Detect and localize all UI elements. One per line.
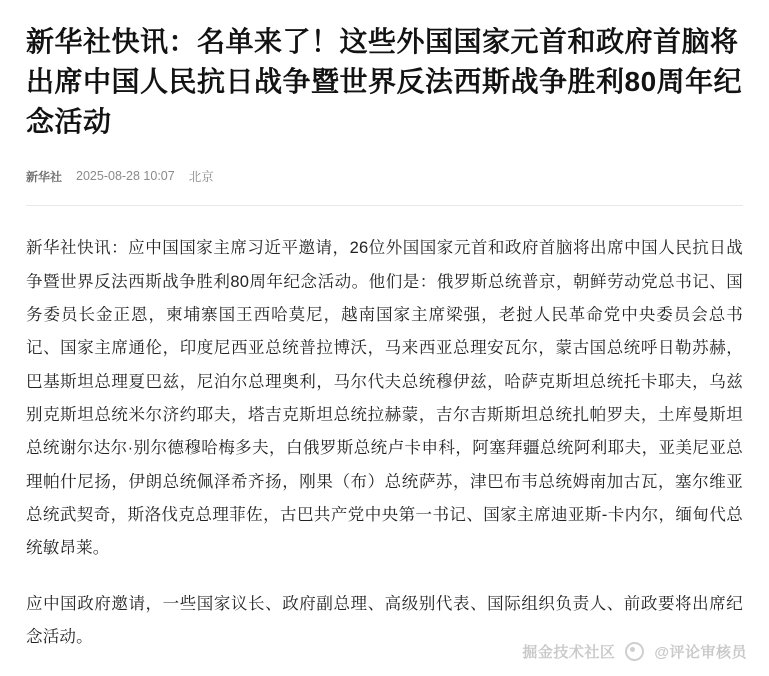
- watermark-account: @评论审核员: [654, 644, 747, 661]
- article-datetime: 2025-08-28 10:07: [76, 169, 175, 184]
- article-paragraph: 新华社快讯：应中国国家主席习近平邀请，26位外国国家元首和政府首脑将出席中国人民抗日战争暨世界反法西斯战争胜利80周年纪念活动。他们是：俄罗斯总统普京，朝鲜劳动党总书记、国务委员长金正恩，柬埔寨国王西哈莫尼，越南国家主席梁强，老挝人民革命党中央委员会总书记、国家主席通伦，印度尼西亚总统普拉博沃，马来西亚总理安瓦尔，蒙古国总统呼日勒苏赫，巴基斯坦总理夏巴兹，尼泊尔总理奥利，马尔代夫总统穆伊兹，哈萨克斯坦总统托卡耶夫，乌兹别克斯坦总统米尔济约耶夫，塔吉克斯坦总统拉赫蒙，吉尔吉斯斯坦总统扎帕罗夫，土库曼斯坦总统谢尔达尔·别尔德穆哈梅多夫，白俄罗斯总统卢卡申科，阿塞拜疆总统阿利耶夫，亚美尼亚总理帕什尼扬，伊朗总统佩泽希齐扬，刚果（布）总统萨苏，津巴布韦总统姆南加古瓦，塞尔维亚总统武契奇，斯洛伐克总理菲佐，古巴共产党中央第一书记、国家主席迪亚斯-卡内尔，缅甸代总统敏昂莱。: [26, 239, 743, 558]
- article-source: 新华社: [26, 169, 63, 184]
- page-title: 新华社快讯：名单来了！这些外国国家元首和政府首脑将出席中国人民抗日战争暨世界反法西斯战争胜利80周年纪念活动: [26, 26, 743, 137]
- watermark: [522, 641, 747, 662]
- watermark-site-label: 掘金技术社区: [522, 644, 616, 661]
- article-location: 北京: [188, 170, 214, 185]
- header-divider: [26, 205, 743, 206]
- watermark-site: [522, 641, 615, 662]
- article-meta: [26, 167, 743, 185]
- article-paragraph: 应中国政府邀请，一些国家议长、政府副总理、高级别代表、国际组织负责人、前政要将出席纪念活动。: [26, 594, 743, 646]
- user-avatar-icon: [625, 642, 644, 661]
- article-body: [26, 232, 743, 654]
